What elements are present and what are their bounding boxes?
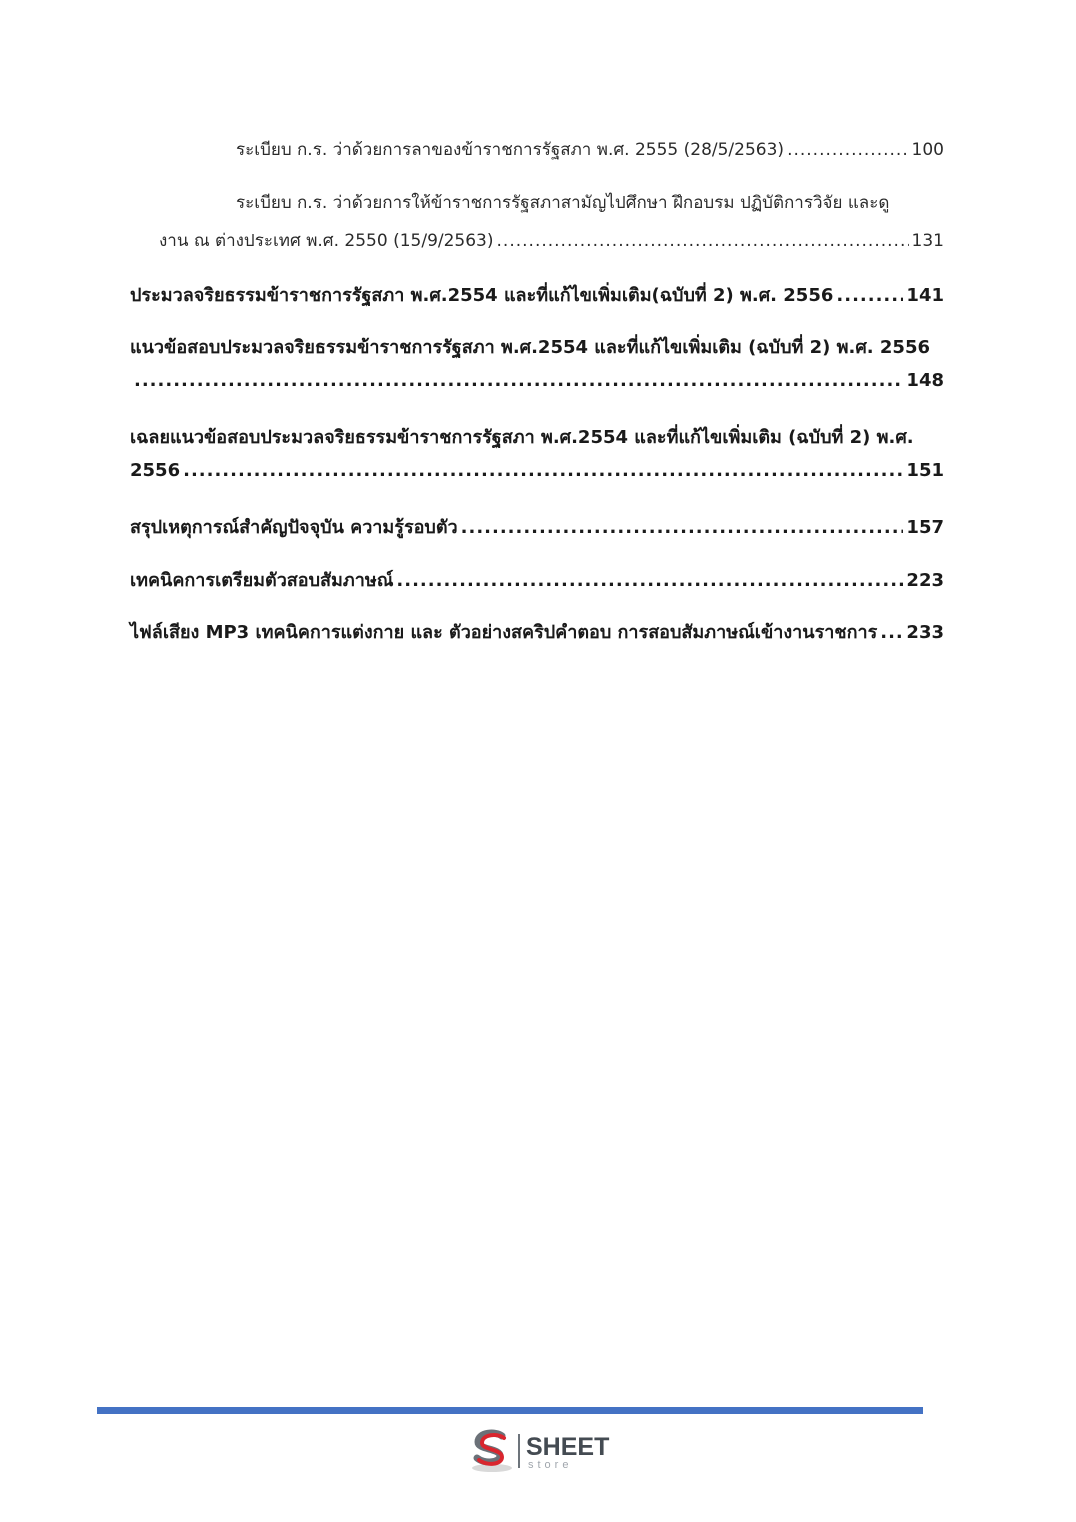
toc-page-number: 233 xyxy=(906,622,944,643)
toc-page-number: 100 xyxy=(911,140,944,160)
sheet-store-logo xyxy=(468,1428,628,1474)
toc-entry[interactable] xyxy=(130,280,944,309)
toc-leader-dots xyxy=(787,140,908,160)
toc-page-number: 223 xyxy=(906,570,944,591)
toc-leader-dots xyxy=(461,517,904,538)
toc-page-number: 148 xyxy=(906,370,944,391)
toc-leader-dots xyxy=(183,460,903,481)
toc-page-number: 141 xyxy=(906,285,944,306)
toc-entry-title: เทคนิคการเตรียมตัวสอบสัมภาษณ์ xyxy=(130,570,394,591)
toc-leader-dots xyxy=(396,570,903,591)
toc-entry-title-line1[interactable]: ระเบียบ ก.ร. ว่าด้วยการให้ข้าราชการรัฐสภาสามัญไปศึกษา ฝึกอบรม ปฏิบัติการวิจัย และดู xyxy=(236,193,890,213)
toc-entry[interactable] xyxy=(130,617,944,646)
logo-subtitle: store xyxy=(528,1459,573,1471)
toc-entry[interactable] xyxy=(134,370,944,391)
toc-entry-title: ไฟล์เสียง MP3 เทคนิคการแต่งกาย และ ตัวอย่างสคริปคำตอบ การสอบสัมภาษณ์เข้างานราชการ xyxy=(130,622,878,643)
toc-entry[interactable] xyxy=(130,512,944,541)
toc-entry-title-line1[interactable]: แนวข้อสอบประมวลจริยธรรมข้าราชการรัฐสภา พ.ศ.2554 และที่แก้ไขเพิ่มเติม (ฉบับที่ 2) พ.ศ. 2556 xyxy=(130,337,930,358)
toc-entry-title: ระเบียบ ก.ร. ว่าด้วยการลาของข้าราชการรัฐสภา พ.ศ. 2555 (28/5/2563) xyxy=(236,140,785,160)
toc-leader-dots xyxy=(836,285,903,306)
toc-page-number: 131 xyxy=(911,231,944,251)
toc-entry[interactable] xyxy=(130,565,944,594)
toc-entry-title: ประมวลจริยธรรมข้าราชการรัฐสภา พ.ศ.2554 และที่แก้ไขเพิ่มเติม(ฉบับที่ 2) พ.ศ. 2556 xyxy=(130,285,834,306)
footer-divider-bar xyxy=(97,1407,923,1414)
toc-entry[interactable] xyxy=(130,460,944,481)
toc-leader-dots xyxy=(497,231,909,251)
toc-entry-title: สรุปเหตุการณ์สำคัญปัจจุบัน ความรู้รอบตัว xyxy=(130,517,458,538)
toc-leader-dots xyxy=(880,622,903,643)
toc-entry-title-line2: 2556 xyxy=(130,460,181,481)
toc-entry[interactable] xyxy=(159,227,944,254)
toc-page-number: 151 xyxy=(906,460,944,481)
logo-name: SHEET xyxy=(526,1433,610,1461)
sheet-store-s-logo-icon xyxy=(468,1428,516,1474)
toc-entry-title-line2: งาน ณ ต่างประเทศ พ.ศ. 2550 (15/9/2563) xyxy=(159,231,494,251)
toc-leader-dots xyxy=(134,370,903,391)
toc-entry[interactable] xyxy=(236,136,944,163)
toc-entry-title-line1[interactable]: เฉลยแนวข้อสอบประมวลจริยธรรมข้าราชการรัฐสภา พ.ศ.2554 และที่แก้ไขเพิ่มเติม (ฉบับที่ 2) พ.ศ. xyxy=(130,427,914,448)
logo-divider xyxy=(518,1434,520,1468)
toc-page-number: 157 xyxy=(906,517,944,538)
